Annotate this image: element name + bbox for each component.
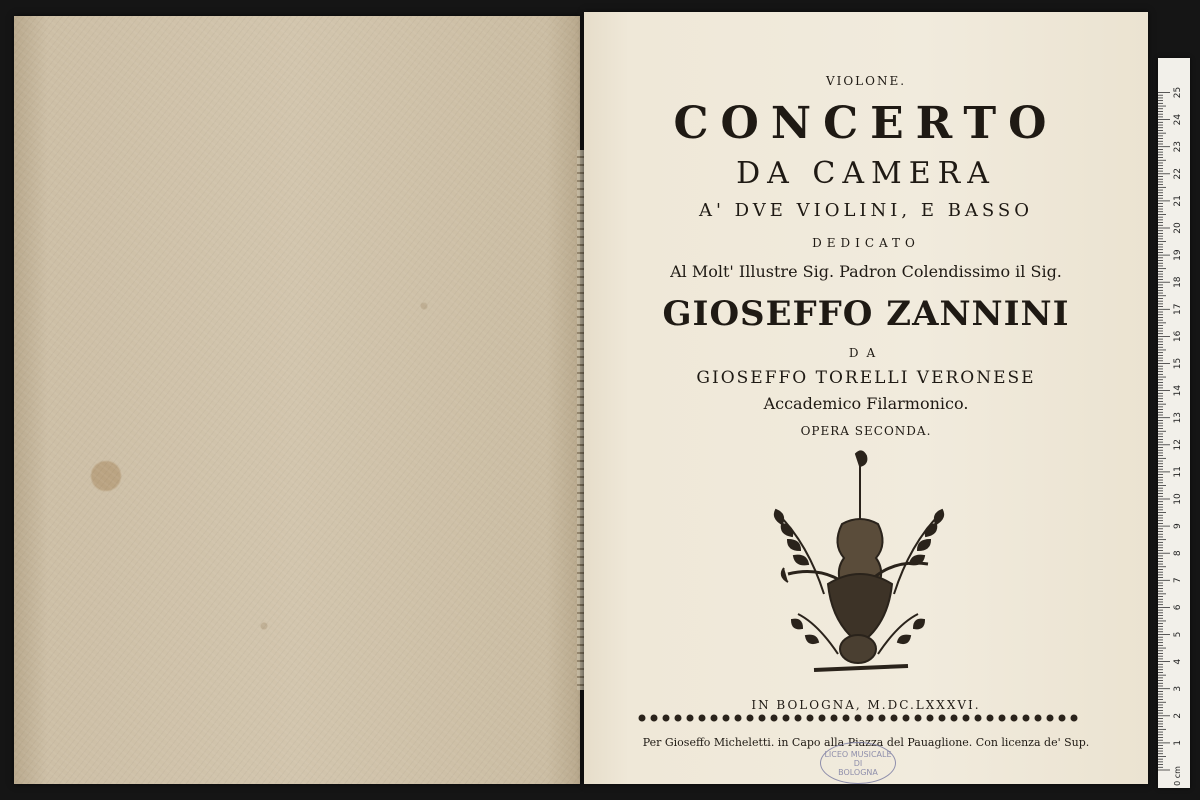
ornament-dot (651, 715, 658, 722)
ornament-dot (747, 715, 754, 722)
ruler-label: 9 (1173, 523, 1183, 529)
ornament-dot (963, 715, 970, 722)
ruler-label: 19 (1173, 249, 1183, 261)
ornament-dot (699, 715, 706, 722)
ornament-dot (1023, 715, 1030, 722)
ornament-dot (939, 715, 946, 722)
dedicatee-name: GIOSEFFO ZANNINI (662, 294, 1070, 334)
ornament-dot (663, 715, 670, 722)
ornament-dot (783, 715, 790, 722)
ruler-label: 2 (1173, 712, 1183, 719)
left-cover-page (14, 16, 580, 784)
ruler-label: 25 (1173, 86, 1183, 99)
ornament-dot (795, 715, 802, 722)
ornament-dot (855, 715, 862, 722)
ruler-label: 4 (1173, 658, 1183, 665)
ornament-dot (951, 715, 958, 722)
ornamental-border-icon (636, 712, 1084, 724)
ornament-dot (711, 715, 718, 722)
ruler-label: 11 (1173, 466, 1183, 478)
ruler-label: 3 (1173, 685, 1183, 692)
ornament-dot (999, 715, 1006, 722)
part-label: VIOLONE. (825, 74, 907, 88)
ruler-label: 12 (1173, 439, 1183, 451)
ruler-label: 17 (1173, 303, 1183, 316)
ornament-dot (1059, 715, 1066, 722)
ruler-label: 7 (1173, 577, 1183, 584)
ornament-dot (687, 715, 694, 722)
ornament-dot (879, 715, 886, 722)
dedication-line: Al Molt' Illustre Sig. Padron Colendissimo il Sig. (670, 262, 1062, 281)
ruler-label: 21 (1173, 195, 1183, 207)
title-line-2: DA CAMERA (736, 156, 996, 191)
ruler-label: 10 (1173, 493, 1183, 505)
ruler-unit-label: 0 cm (1173, 766, 1182, 786)
ornament-dot (1035, 715, 1042, 722)
ornament-dot (735, 715, 742, 722)
ornament-dot (1011, 715, 1018, 722)
title-line-1: CONCERTO (673, 98, 1059, 149)
author-affiliation: Accademico Filarmonico. (763, 394, 969, 413)
ornament-dot (1047, 715, 1054, 722)
ornament-dot (639, 715, 646, 722)
ruler-label: 8 (1173, 550, 1183, 557)
ornament-dot (759, 715, 766, 722)
ruler-label: 1 (1173, 740, 1183, 746)
ornament-dot (867, 715, 874, 722)
stamp-text-2: DI (853, 758, 863, 768)
ruler-label: 20 (1173, 222, 1183, 234)
ornament-dot (891, 715, 898, 722)
ornament-dot (903, 715, 910, 722)
ornament-dot (927, 715, 934, 722)
ornament-dot (771, 715, 778, 722)
ruler-label: 5 (1173, 631, 1183, 638)
ruler-label: 13 (1173, 411, 1183, 424)
measurement-ruler (1158, 58, 1190, 788)
ornament-dot (807, 715, 814, 722)
ruler-label: 15 (1173, 357, 1183, 370)
ruler-label: 14 (1173, 384, 1183, 397)
ruler-label: 24 (1173, 113, 1183, 126)
title-page (584, 12, 1148, 784)
printer-line: Per Gioseffo Micheletti. in Capo alla Piazza del Pauaglione. Con licenza de' Sup. (642, 736, 1090, 749)
ruler-label: 18 (1173, 276, 1183, 288)
ornament-dot (915, 715, 922, 722)
title-line-3: A' DVE VIOLINI, E BASSO (698, 200, 1034, 221)
ornament-dot (675, 715, 682, 722)
ornament-dot (1071, 715, 1078, 722)
stamp-text-3: BOLOGNA (838, 767, 878, 777)
ornament-dot (831, 715, 838, 722)
ornament-dot (819, 715, 826, 722)
dedication-label: DEDICATO (812, 236, 920, 250)
ornament-dot (975, 715, 982, 722)
ruler-label: 23 (1173, 140, 1183, 153)
ruler-label: 22 (1173, 168, 1183, 180)
ruler-label: 16 (1173, 330, 1183, 343)
by-label: DA (848, 346, 884, 360)
ornament-dot (723, 715, 730, 722)
ruler-label: 6 (1173, 604, 1183, 611)
ornament-dot (843, 715, 850, 722)
opus-number: OPERA SECONDA. (800, 424, 932, 438)
imprint-line: IN BOLOGNA, M.DC.LXXXVI. (751, 698, 981, 712)
ornament-dot (987, 715, 994, 722)
library-stamp (820, 742, 896, 784)
author-name: GIOSEFFO TORELLI VERONESE (696, 368, 1036, 388)
musical-instruments-trophy-icon (758, 444, 958, 684)
stamp-text-1: LICEO MUSICALE (824, 749, 892, 759)
